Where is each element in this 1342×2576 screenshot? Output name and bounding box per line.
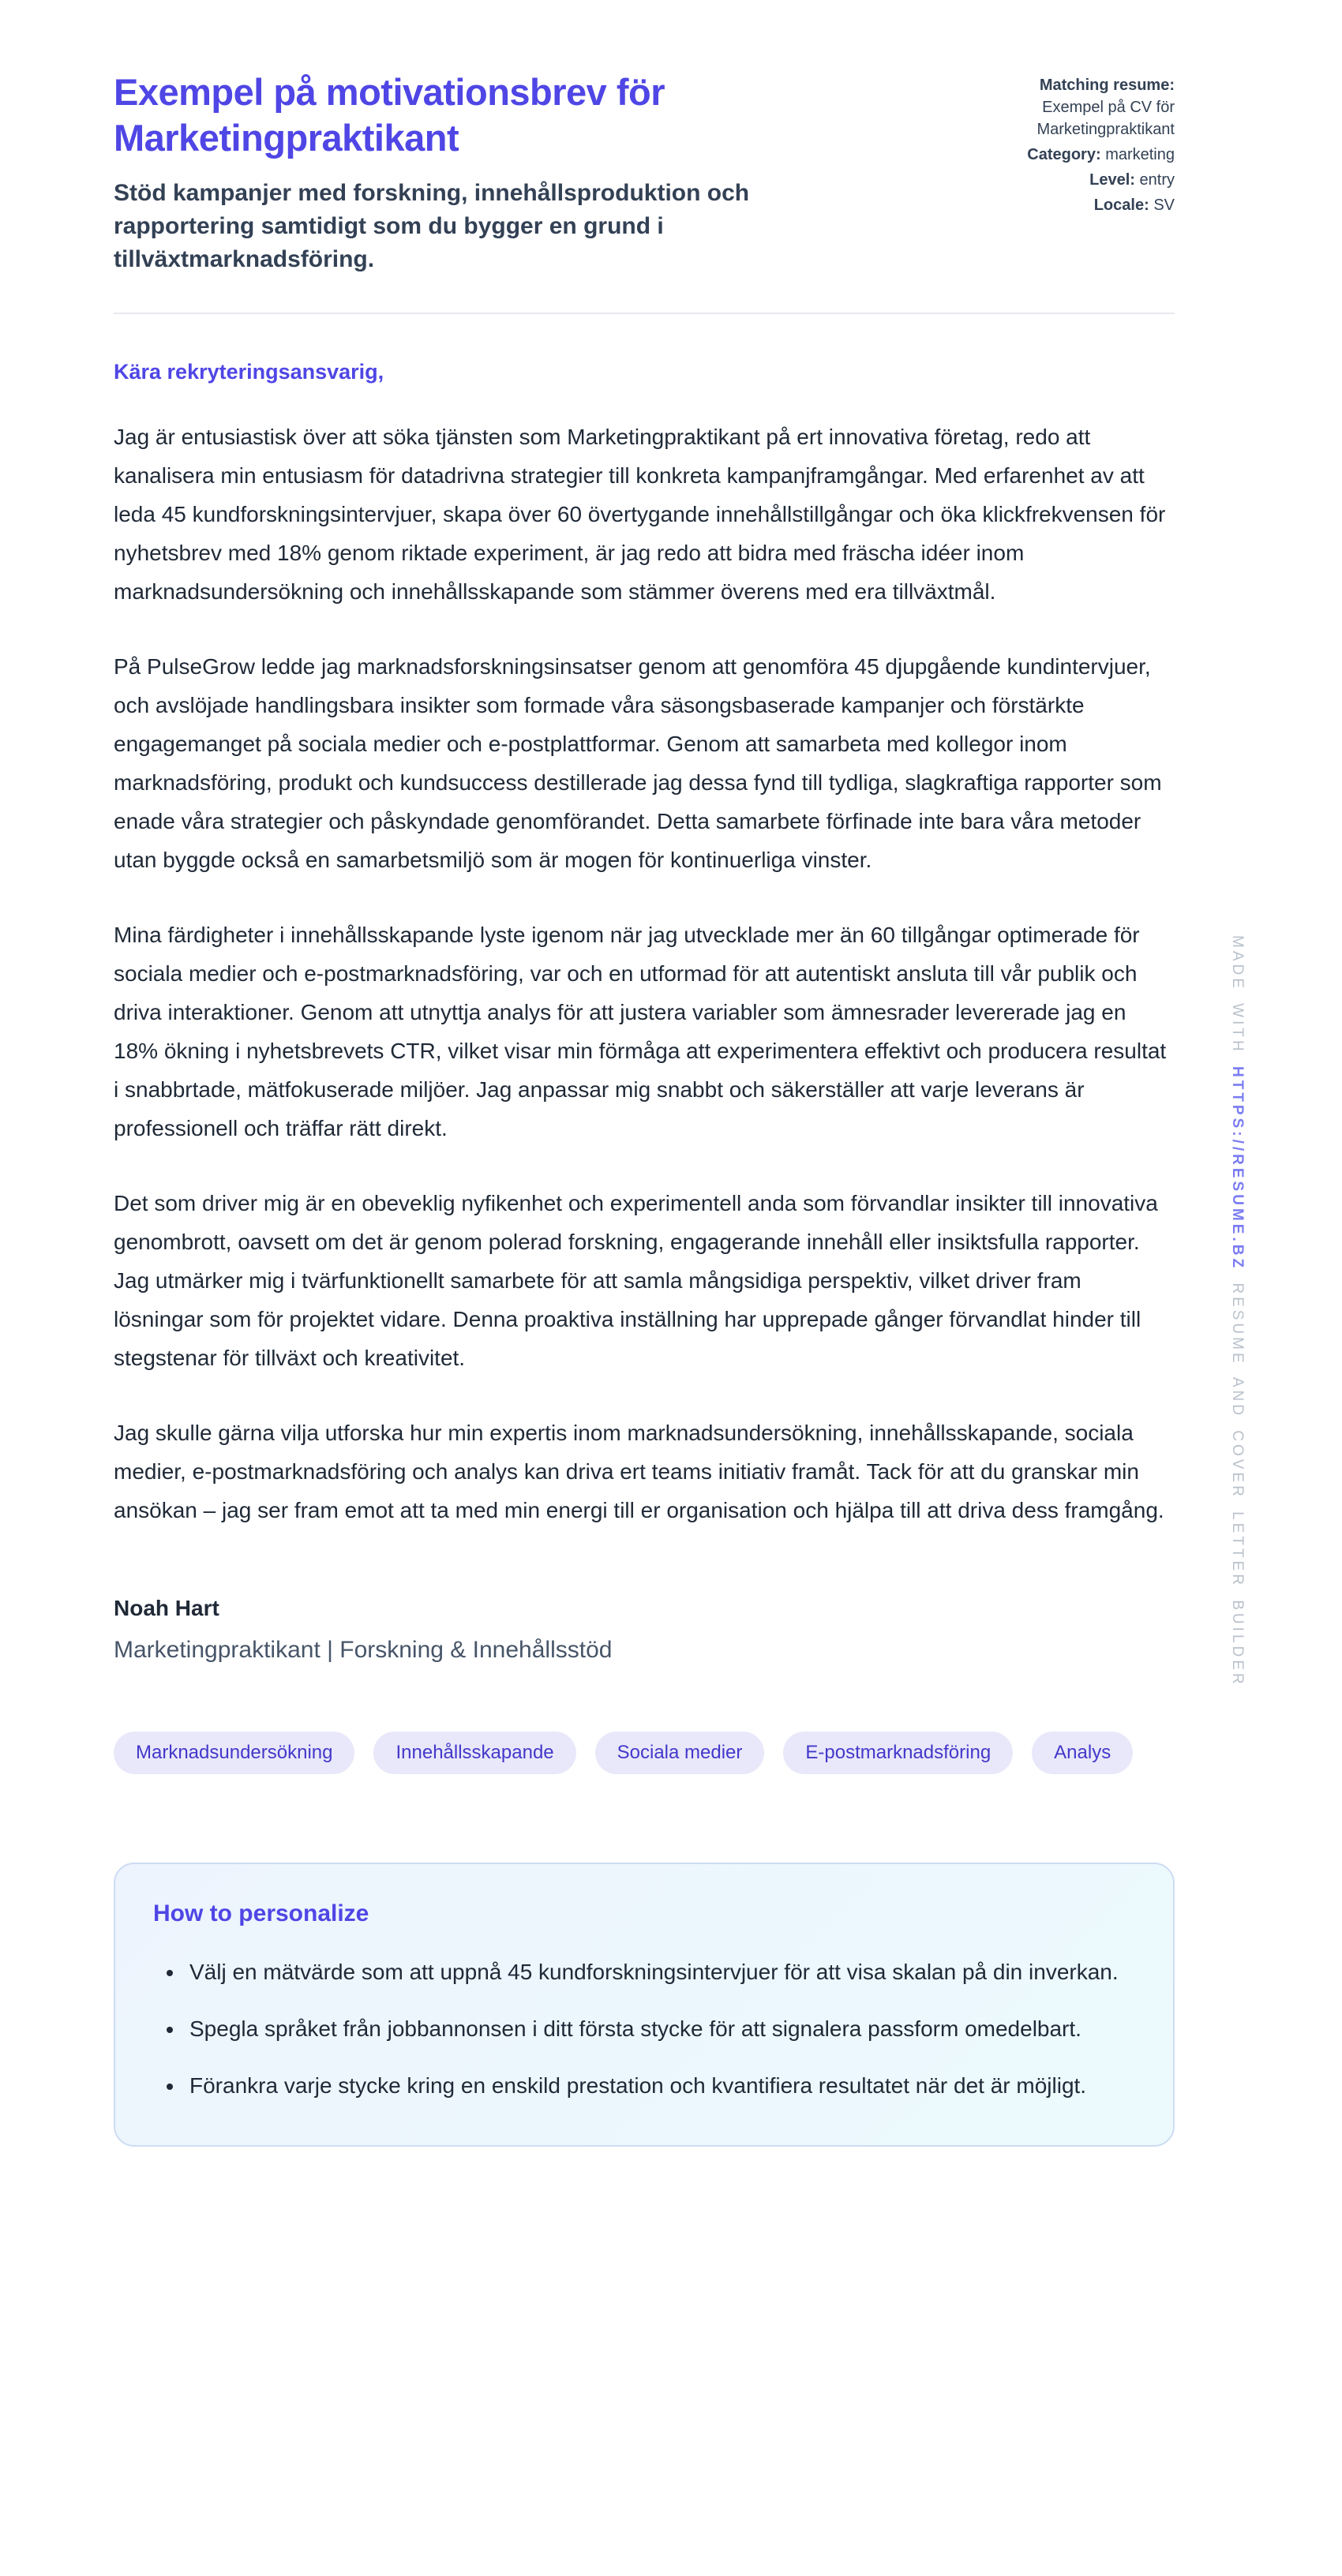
personalize-item-3: • Förankra varje stycke kring en enskild prestation och kvantifiera resultatet när det är möjligt. bbox=[185, 2068, 1135, 2104]
personalize-title: How to personalize bbox=[153, 1900, 369, 1926]
letter-paragraph-3: Mina färdigheter i innehållsskapande lyste igenom när jag utvecklade mer än 60 tillgångar optimerade för sociala medier och e-postmarknadsföring, var och en utformad för att autentiskt ansluta till vår publik och driva interaktioner. Genom att utnyttja analys för att justera variabler som ämnesrader levererade jag en 18% ökning i nyhetsbrevets CTR, vilket visar min förmåga att experimentera effektivt och producera resultat i snabbrtade, mätfokuserade miljöer. Jag anpassar mig snabbt och säkerställer att varje leverans är professionell och träffar rätt direkt. bbox=[114, 923, 1167, 1140]
level-label: Level: bbox=[1089, 171, 1135, 189]
page-title: Exempel på motivationsbrev för Marketingpraktikant bbox=[114, 71, 665, 159]
tag-pill-sociala-medier[interactable]: Sociala medier bbox=[595, 1732, 765, 1774]
watermark-prefix: MADE WITH bbox=[1229, 935, 1246, 1054]
letter-paragraph-2: På PulseGrow ledde jag marknadsforskningsinsatser genom att genomföra 45 djupgående kundintervjuer, och avslöjade handlingsbara insikter som formade våra säsongsbaserade kampanjer och förstärkte engagemanget på sociala medier och e-postplattformar. Genom att samarbeta med kollegor inom marknadsföring, produkt och kundsuccess destillerade jag dessa fynd till tydliga, slagkraftiga rapporter som enade våra strategier och påskyndade genomförandet. Detta samarbete förfinade inte bara våra metoder utan byggde också en samarbetsmiljö som är mogen för kontinuerliga vinster. bbox=[114, 654, 1162, 872]
tag-pill-analys[interactable]: Analys bbox=[1032, 1732, 1133, 1774]
category-label: Category: bbox=[1027, 146, 1101, 163]
meta-locale bbox=[976, 194, 1175, 216]
meta-category bbox=[976, 144, 1175, 166]
page-subtitle: Stöd kampanjer med forskning, innehållsproduktion och rapportering samtidigt som du bygger en grund i tillväxtmarknadsföring. bbox=[114, 180, 750, 272]
personalize-item-1: • Välj en mätvärde som att uppnå 45 kundforskningsintervjuer för att visa skalan på din inverkan. bbox=[185, 1954, 1135, 1990]
locale-value: SV bbox=[1153, 197, 1175, 214]
tag-list bbox=[114, 1732, 1175, 1774]
matching-resume bbox=[976, 74, 1175, 140]
signature-name: Noah Hart bbox=[114, 1596, 219, 1620]
letter-paragraph-5: Jag skulle gärna vilja utforska hur min expertis inom marknadsundersökning, innehållsskapande, sociala medier, e-postmarknadsföring och analys kan driva ert teams initiativ framåt. Tack för att du granskar min ansökan – jag ser fram emot att ta med min energi till er organisation och hjälpa till att driva dess framgång. bbox=[114, 1421, 1164, 1522]
watermark-suffix: RESUME AND COVER LETTER BUILDER bbox=[1229, 1282, 1246, 1687]
meta-panel bbox=[976, 69, 1175, 219]
tag-pill-innehallsskapande[interactable]: Innehållsskapande bbox=[373, 1732, 575, 1774]
meta-level bbox=[976, 169, 1175, 191]
personalize-list bbox=[153, 1954, 1135, 2104]
letter-greeting: Kära rekryteringsansvarig, bbox=[114, 360, 384, 384]
cover-letter-page bbox=[114, 0, 1175, 2273]
letter-paragraph-1: Jag är entusiastisk över att söka tjänsten som Marketingpraktikant på ert innovativa företag, redo att kanalisera min entusiasm för datadrivna strategier till konkreta kampanjframgångar. Med erfarenhet av att leda 45 kundforskningsintervjuer, skapa över 60 övertygande innehållstillgångar och öka klickfrekvensen för nyhetsbrev med 18% genom riktade experiment, är jag redo att bidra med fräscha idéer inom marknadsundersökning och innehållsskapande som stämmer överens med era tillväxtmål. bbox=[114, 425, 1166, 604]
locale-label: Locale: bbox=[1093, 197, 1149, 214]
page-header bbox=[114, 69, 1175, 276]
level-value: entry bbox=[1139, 171, 1175, 189]
watermark-link[interactable]: HTTPS://RESUME.BZ bbox=[1229, 1066, 1246, 1271]
watermark bbox=[1228, 935, 1246, 1687]
header-title-block bbox=[114, 69, 824, 276]
letter-body bbox=[114, 360, 1175, 1664]
category-value: marketing bbox=[1105, 146, 1175, 163]
tag-pill-epostmarknadsforing[interactable]: E-postmarknadsföring bbox=[783, 1732, 1013, 1774]
personalize-item-2: • Spegla språket från jobbannonsen i ditt första stycke för att signalera passform omedelbart. bbox=[185, 2011, 1135, 2047]
header-divider bbox=[114, 313, 1175, 314]
letter-paragraph-4: Det som driver mig är en obeveklig nyfikenhet och experimentell anda som förvandlar insikter till innovativa genombrott, oavsett om det är genom polerad forskning, engagerande innehåll eller insiktsfulla rapporter. Jag utmärker mig i tvärfunktionellt samarbete för att samla mångsidiga perspektiv, vilket driver fram lösningar som för projektet vidare. Denna proaktiva inställning har upprepade gånger förvandlat hinder till stegstenar för tillväxt och kreativitet. bbox=[114, 1191, 1158, 1370]
personalize-card bbox=[114, 1863, 1175, 2147]
signature-role: Marketingpraktikant | Forskning & Innehållsstöd bbox=[114, 1637, 613, 1663]
tag-pill-marknadsundersokning[interactable]: Marknadsundersökning bbox=[114, 1732, 354, 1774]
matching-resume-link[interactable]: Exempel på CV för Marketingpraktikant bbox=[1036, 99, 1175, 138]
matching-resume-label: Matching resume: bbox=[1039, 77, 1175, 94]
